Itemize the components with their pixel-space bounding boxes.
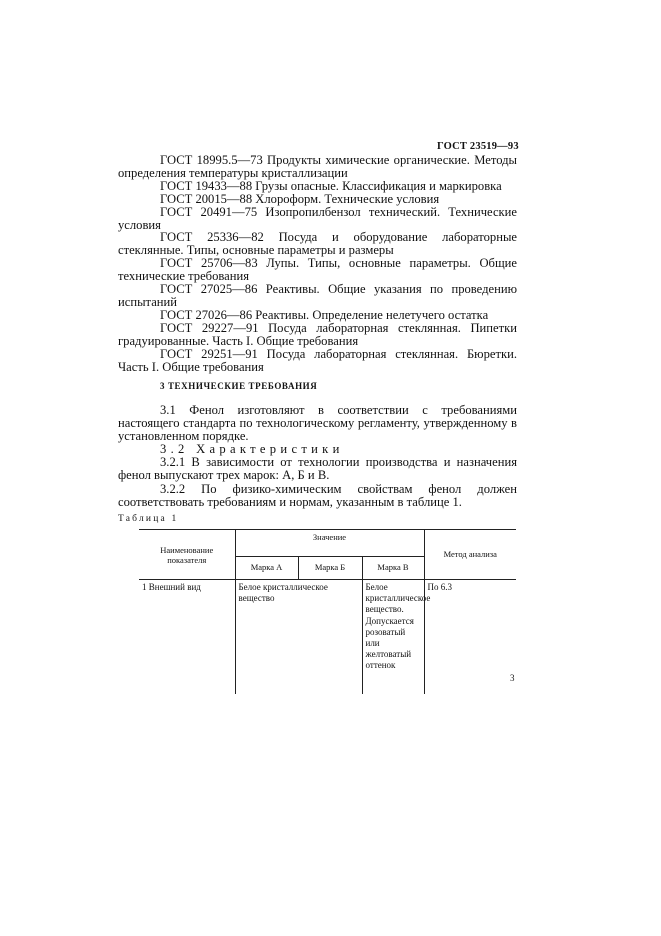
reference-item: ГОСТ 27025—86 Реактивы. Общие указания по проведению испытаний xyxy=(118,282,517,309)
header-method: Метод анализа xyxy=(424,530,516,580)
reference-item: ГОСТ 25706—83 Лупы. Типы, основные параметры. Общие технические требования xyxy=(118,256,517,284)
reference-item: ГОСТ 19433—88 Грузы опасные. Классификация и маркировка xyxy=(160,178,502,193)
table-row xyxy=(139,580,516,695)
paragraph-3-2-2: 3.2.2 По физико-химическим свойствам фенол должен соответствовать требованиям и нормам, указанным в таблице 1. xyxy=(118,481,517,509)
paragraph-3-1: 3.1 Фенол изготовляют в соответствии с требованиями настоящего стандарта по технологическому регламенту, утвержденному в установленном порядке. xyxy=(118,403,517,444)
reference-item: ГОСТ 27026—86 Реактивы. Определение нелетучего остатка xyxy=(160,307,489,322)
cell-indicator-name: 1 Внешний вид xyxy=(139,580,235,695)
header-value: Значение xyxy=(235,530,424,557)
paragraph-3-2-heading: 3.2 Характеристики xyxy=(160,442,344,457)
normative-references xyxy=(118,154,517,373)
reference-item: ГОСТ 29251—91 Посуда лабораторная стеклянная. Бюретки. Часть I. Общие требования xyxy=(118,346,517,374)
section-title: 3 ТЕХНИЧЕСКИЕ ТРЕБОВАНИЯ xyxy=(160,381,318,391)
document-code: ГОСТ 23519—93 xyxy=(437,141,519,152)
header-grade-b: Марка Б xyxy=(298,557,362,580)
cell-method: По 6.3 xyxy=(427,582,452,592)
reference-item: ГОСТ 20015—88 Хлороформ. Технические условия xyxy=(160,191,440,206)
cell-grade-v: Белое кристаллическое вещество. Допускается розоватый или желтоватый оттенок xyxy=(362,580,424,695)
reference-item: ГОСТ 29227—91 Посуда лабораторная стеклянная. Пипетки градуированные. Часть I. Общие требования xyxy=(118,320,517,348)
header-grade-v: Марка В xyxy=(362,557,424,580)
header-name: Наименование показателя xyxy=(139,530,235,580)
header-grade-a: Марка А xyxy=(235,557,298,580)
cell-grade-ab: Белое кристаллическое вещество xyxy=(235,580,362,695)
table-caption: Таблица 1 xyxy=(118,514,179,524)
table-header-row xyxy=(139,530,516,557)
reference-item: ГОСТ 18995.5—73 Продукты химические органические. Методы определения температуры кристаллизации xyxy=(118,153,517,180)
reference-item: ГОСТ 25336—82 Посуда и оборудование лабораторные стеклянные. Типы, основные параметры и размеры xyxy=(118,230,517,258)
specification-table xyxy=(139,529,516,694)
page-number: 3 xyxy=(510,673,515,683)
paragraph-3-2-1: 3.2.1 В зависимости от технологии производства и назначения фенол выпускают трех марок: А, Б и В. xyxy=(118,455,517,483)
section-body xyxy=(118,404,517,509)
reference-item: ГОСТ 20491—75 Изопропилбензол технический. Технические условия xyxy=(118,204,517,232)
